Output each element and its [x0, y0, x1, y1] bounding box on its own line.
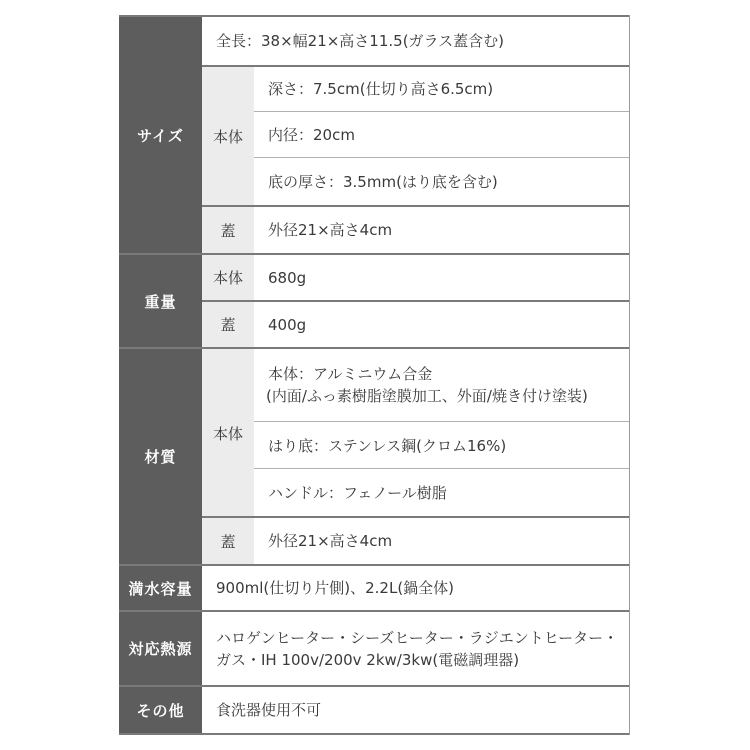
weight-lid-text: 400g: [268, 315, 307, 334]
heat-line2: ガス・IH 100v/200v 2kw/3kw(電磁調理器): [216, 650, 520, 669]
material-bottom: [254, 422, 630, 469]
other-value-text: 食洗器使用不可: [216, 701, 322, 719]
weight-body-label-text: 本体: [212, 269, 243, 287]
capacity-value-text: 900ml(仕切り片側)、2.2L(鍋全体): [216, 579, 455, 597]
size-lid-label-text: 蓋: [220, 221, 236, 240]
weight-lid: [254, 301, 630, 348]
heat-value: [202, 611, 630, 686]
material-body-line2: (内面/ふっ素樹脂塗膜加工、外面/焼き付け塗装): [266, 387, 588, 405]
weight-header: 重量: [119, 254, 202, 348]
size-inner-diameter: [254, 112, 630, 158]
divider-material-lid: [202, 516, 630, 518]
size-total-text: 全長：38×幅21×高さ11.5(ガラス蓋含む): [216, 32, 504, 50]
divider-capacity-heat: [119, 610, 630, 612]
weight-body: [254, 254, 630, 301]
divider-weight-material: [119, 347, 630, 349]
size-bottom-thickness: [254, 158, 630, 206]
weight-lid-label: [202, 301, 254, 348]
size-inner-diameter-text: 内径：20cm: [268, 126, 355, 144]
border-top: [119, 15, 630, 17]
divider-material-capacity: [119, 564, 630, 566]
material-header: 材質: [119, 348, 202, 565]
material-handle: [254, 469, 630, 517]
capacity-header: 満水容量: [119, 565, 202, 611]
weight-body-text: 680g: [268, 268, 307, 287]
divider-size-total: [202, 65, 630, 67]
material-lid: [254, 517, 630, 565]
size-body-label: [202, 66, 254, 206]
material-body-line1: 本体：アルミニウム合金: [268, 365, 433, 383]
divider-heat-other: [119, 685, 630, 687]
size-depth: [254, 66, 630, 112]
divider-material-bottom: [254, 421, 630, 422]
material-body-label: [202, 348, 254, 517]
other-header: その他: [119, 686, 202, 734]
material-lid-text: 外径21×高さ4cm: [268, 532, 393, 550]
material-body: [254, 348, 630, 422]
material-lid-label: [202, 517, 254, 565]
size-lid: [254, 206, 630, 254]
border-bottom: [119, 733, 630, 735]
heat-line1: ハロゲンヒーター・シーズヒーター・ラジエントヒーター・: [216, 628, 619, 647]
size-header: サイズ: [119, 16, 202, 254]
border-right: [629, 15, 630, 735]
divider-material-handle: [254, 468, 630, 469]
divider-size-lid: [202, 205, 630, 207]
material-handle-text: ハンドル：フェノール樹脂: [268, 484, 447, 502]
heat-header: 対応熱源: [119, 611, 202, 686]
size-total: [202, 16, 630, 66]
material-lid-label-text: 蓋: [220, 532, 236, 551]
divider-size-weight: [119, 253, 630, 255]
divider-weight-lid: [202, 300, 630, 302]
size-lid-text: 外径21×高さ4cm: [268, 221, 393, 239]
material-body-label-text: 本体: [212, 425, 243, 443]
divider-size-depth: [254, 111, 630, 112]
size-body-label-text: 本体: [212, 127, 243, 146]
divider-size-inner: [254, 157, 630, 158]
capacity-value: [202, 565, 630, 611]
size-depth-text: 深さ：7.5cm(仕切り高さ6.5cm): [268, 80, 494, 98]
size-bottom-thickness-text: 底の厚さ：3.5mm(はり底を含む): [268, 173, 498, 191]
other-value: [202, 686, 630, 734]
weight-lid-label-text: 蓋: [220, 316, 236, 334]
weight-body-label: [202, 254, 254, 301]
size-lid-label: [202, 206, 254, 254]
material-bottom-text: はり底：ステンレス鋼(クロム16%): [268, 436, 507, 455]
